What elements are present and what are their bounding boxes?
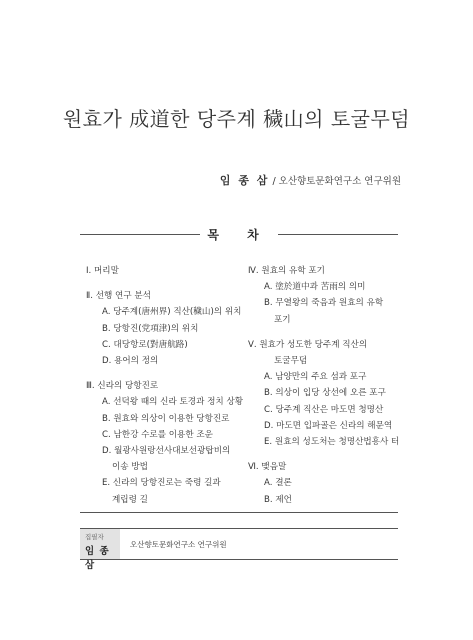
toc-header (80, 226, 398, 242)
toc-spacer (248, 328, 398, 337)
author-footer-affiliation: 오산향토문화연구소 연구위원 (130, 540, 227, 549)
toc-section: Ⅱ. 선행 연구 분석 (86, 291, 151, 302)
toc-subsection: 계립령 길 (112, 494, 148, 505)
toc-section: Ⅵ. 맺음말 (248, 462, 287, 473)
author-name: 임 종 삼 (219, 174, 270, 187)
table-of-contents (80, 247, 398, 513)
author-affiliation: 오산향토문화연구소 연구위원 (278, 176, 401, 187)
toc-subsection: 토굴무덤 (274, 356, 308, 367)
toc-heading: 목 차 (207, 228, 271, 242)
toc-subsection: A. 남양만의 주요 섬과 포구 (264, 372, 367, 383)
author-line (220, 172, 401, 188)
toc-subsection: B. 의상이 입당 상선에 오른 포구 (264, 388, 386, 399)
toc-spacer (248, 450, 398, 459)
toc-subsection: D. 마도면 입파골은 신라의 해문역 (264, 420, 393, 431)
toc-subsection: A. 결론 (264, 478, 292, 489)
author-footer (80, 528, 398, 571)
author-separator: / (272, 176, 276, 187)
author-footer-name: 임 종 삼 (85, 546, 110, 571)
toc-spacer (86, 369, 246, 378)
toc-right-column (248, 263, 398, 508)
document-title: 원효가 成道한 당주계 穢山의 토굴무덤 (62, 107, 411, 131)
toc-subsection: A. 당주계(唐州界) 직산(穢山)의 위치 (102, 307, 242, 318)
toc-subsection: 포기 (274, 314, 291, 325)
toc-section: Ⅴ. 원효가 성도한 당주계 직산의 (248, 339, 368, 350)
toc-section: Ⅰ. 머리말 (86, 266, 119, 276)
toc-subsection: D. 월광사원랑선사대보선광탑비의 (102, 446, 231, 457)
toc-section: Ⅲ. 신라의 당항진로 (86, 381, 159, 392)
toc-rule-right (278, 234, 398, 235)
toc-spacer (86, 279, 246, 288)
author-footer-role: 집필자 (85, 533, 104, 541)
author-footer-namebox (80, 529, 120, 571)
toc-section: Ⅳ. 원효의 유학 포기 (248, 266, 325, 276)
toc-subsection: E. 원효의 성도처는 청명산법흥사 터 (264, 437, 400, 448)
toc-subsection: A. 塗於道中과 苦雨의 의미 (264, 282, 366, 293)
toc-subsection: A. 선덕왕 때의 신라 토경과 정치 상황 (102, 397, 244, 408)
toc-subsection: C. 대당항로(對唐航路) (102, 339, 188, 350)
toc-subsection: 이송 방법 (112, 462, 148, 473)
toc-subsection: B. 무열왕의 죽음과 원효의 유학 (264, 298, 384, 309)
toc-left-column (86, 263, 246, 508)
toc-subsection: B. 제언 (264, 494, 292, 505)
toc-subsection: E. 신라의 당항진로는 죽령 길과 (102, 478, 221, 489)
toc-subsection: C. 당주계 직산은 마도면 청명산 (264, 404, 384, 415)
toc-subsection: B. 원효와 의상이 이용한 당항진로 (102, 413, 230, 424)
toc-subsection: D. 용어의 정의 (102, 356, 159, 367)
toc-subsection: C. 남한강 수로를 이용한 조운 (102, 429, 213, 440)
toc-subsection: B. 당항진(党項津)의 위치 (102, 323, 199, 334)
